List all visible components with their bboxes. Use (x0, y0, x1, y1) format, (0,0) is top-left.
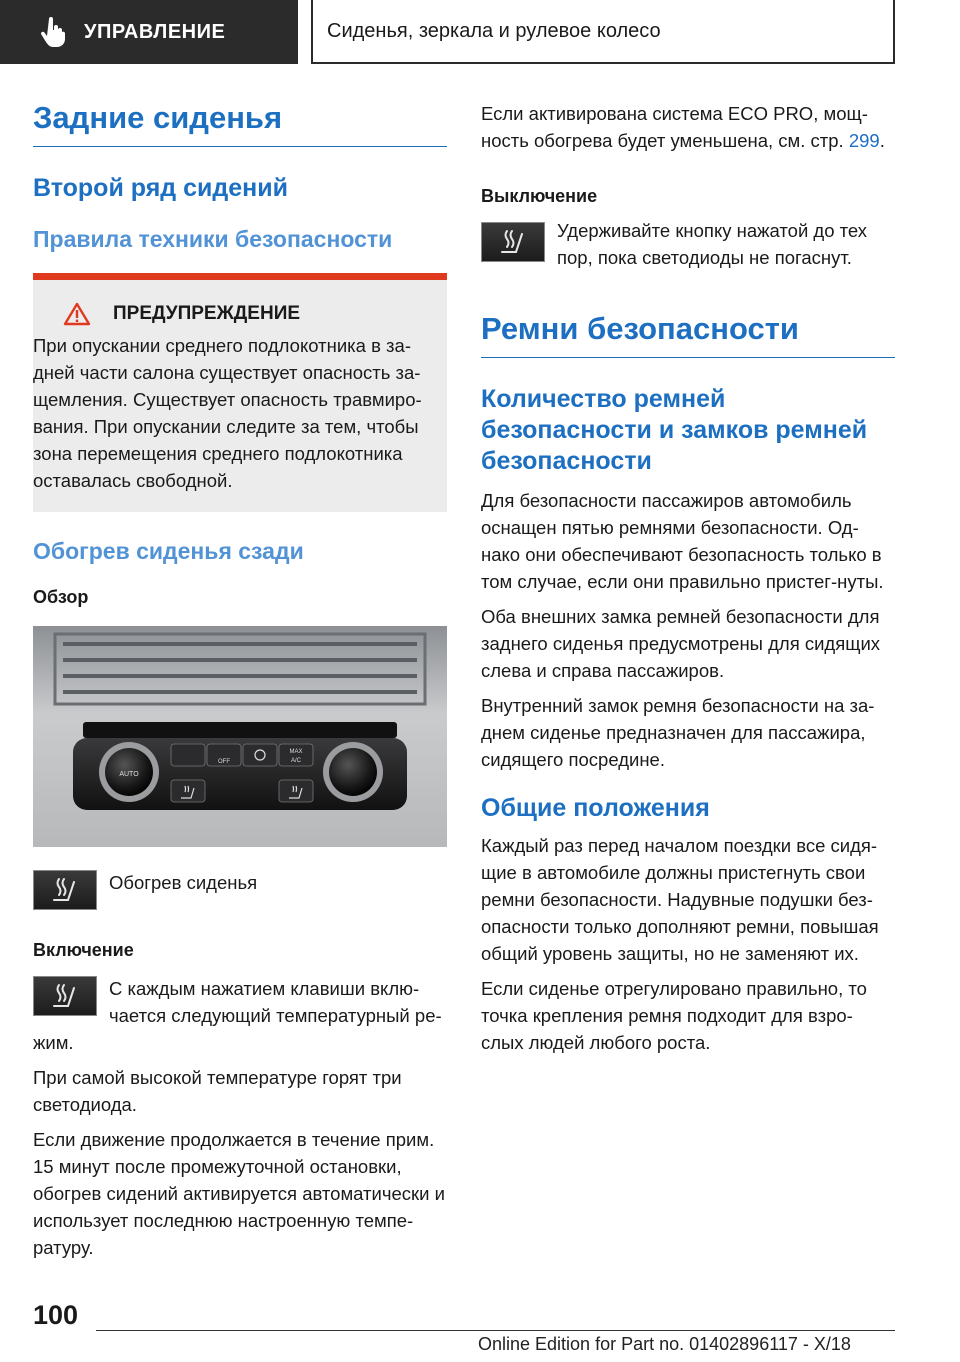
seat-heat-icon (48, 982, 82, 1010)
heading-safety-rules: Правила техники безопасности (33, 226, 393, 252)
seat-heating-on-icon (33, 976, 97, 1016)
heading-rear-seat-heating: Обогрев сиденья сзади (33, 538, 304, 564)
heading-overview: Обзор (33, 587, 89, 607)
warning-triangle-icon (63, 302, 91, 326)
inner-buckle-text: Внутренний замок ремня безопасности на за-днем сиденье предназначен для пассажира, сидящего посредине. (481, 695, 875, 770)
heading-rear-seats: Задние сиденья (33, 100, 447, 147)
page-link-299[interactable]: 299 (848, 130, 880, 151)
seat-heating-legend (33, 869, 447, 910)
eco-pro-text (481, 100, 895, 154)
auto-continue-text: Если движение продолжается в течение прим. 15 минут после промежуточной остановки, обогрев сидений активируется автоматически и использует последнюю настроенную темпе-ратуру. (33, 1129, 445, 1258)
footer-rule (96, 1330, 895, 1331)
seat-heat-icon (496, 228, 530, 256)
general-text: Каждый раз перед началом поездки все сидя-щие в автомобиле должны пристегнуть свои ремни безопасности. Надувные подушки без-опасности только дополняют ремни, повышая общий уровень защиты, но не заменяют их. (481, 835, 879, 964)
warning-title (33, 302, 435, 326)
ac-label: A/C (290, 758, 302, 764)
max-label: MAX (289, 749, 303, 755)
warning-title-text: ПРЕДУПРЕЖДЕНИЕ (113, 303, 301, 324)
header-section-tab (0, 0, 298, 64)
page-number: 100 (33, 1300, 79, 1330)
eco-pro-text-main: Если активирована система ECO PRO, мощ-ность обогрева будет уменьшена, см. стр. (481, 103, 868, 151)
heading-belt-count: Количество ремней безопасности и замков ремней безопасности (481, 385, 868, 475)
eco-pro-text-end: . (879, 130, 885, 151)
seat-heating-caption: Обогрев сиденья (109, 872, 258, 893)
header-section-label: УПРАВЛЕНИЕ (84, 20, 226, 43)
left-column (33, 100, 447, 1261)
belt-count-text: Для безопасности пассажиров автомобиль оснащен пятью ремнями безопасности. Од-нако они обеспечивают безопасность только в том случае, если они правильно пристег-нуты. (481, 490, 884, 592)
warning-box (33, 273, 447, 512)
switch-off-text: Удерживайте кнопку нажатой до тех пор, пока светодиоды не погаснут. (557, 220, 868, 268)
seat-heat-icon (48, 876, 82, 904)
switch-on-text: С каждым нажатием клавиши вклю-чается следующий температурный ре-жим. (33, 978, 442, 1053)
rear-climate-panel-photo (33, 626, 447, 847)
seat-heating-button-icon (33, 870, 97, 910)
warning-text: При опускании среднего подлокотника в за-дней части салона существует опасность за-щемления. Существует опасность травмиро-вания. При опускании следите за тем, чтобы зона перемещения среднего подлокотника оставалась свободной. (33, 335, 422, 491)
heading-second-row: Второй ряд сидений (33, 174, 288, 202)
outer-buckles-text: Оба внешних замка ремней безопасности для заднего сиденья предусмотрены для сидящих слева и справа пассажиров. (481, 606, 881, 681)
heading-seat-belts: Ремни безопасности (481, 311, 895, 358)
header-chapter-label: Сиденья, зеркала и рулевое колесо (327, 19, 661, 42)
header-chapter (311, 0, 895, 64)
switch-off-block (481, 221, 895, 271)
heading-general: Общие положения (481, 794, 710, 822)
adjustment-text: Если сиденье отрегулировано правильно, то точка крепления ремня подходит для взро-слых людей любого роста. (481, 978, 867, 1053)
off-label: OFF (218, 759, 230, 765)
seat-heating-off-icon (481, 222, 545, 262)
hand-pointer-icon (40, 17, 66, 47)
footer-edition: Online Edition for Part no. 01402896117 - X/18 (478, 1334, 851, 1354)
auto-label: AUTO (119, 771, 139, 778)
switch-on-block (33, 975, 447, 1056)
heading-switch-off: Выключение (481, 186, 598, 206)
right-column (481, 100, 895, 1056)
max-temp-text: При самой высокой температуре горят три светодиода. (33, 1067, 402, 1115)
heading-switch-on: Включение (33, 940, 134, 960)
